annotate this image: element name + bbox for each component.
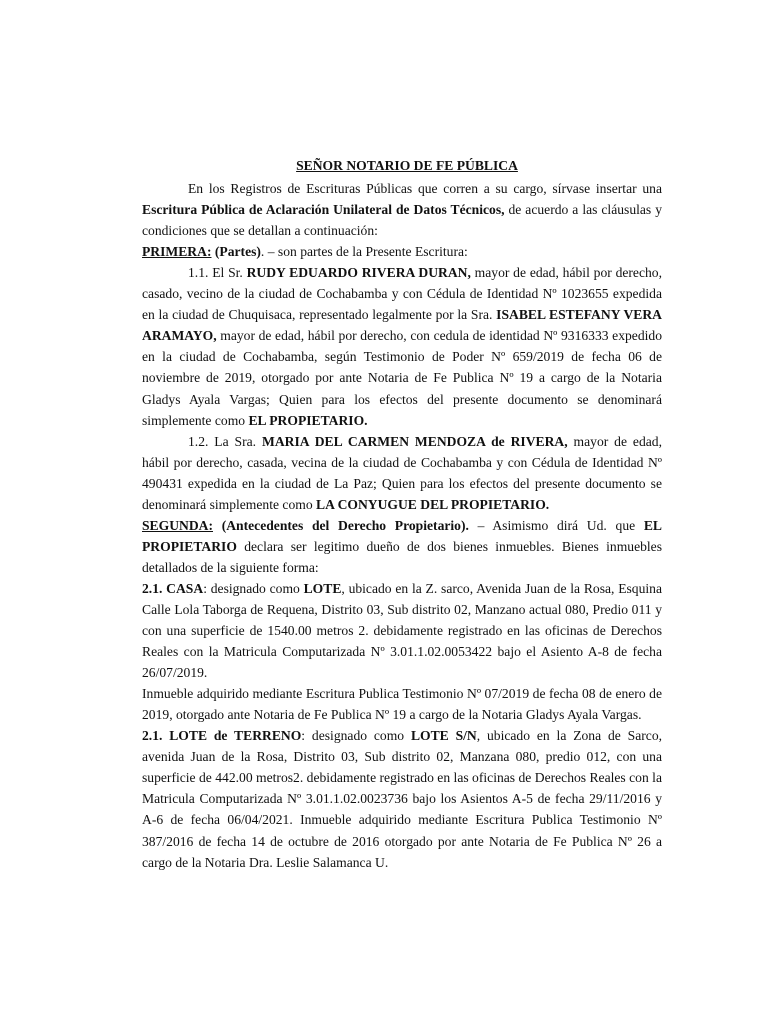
party-1-1-representative: ISABEL ESTEFANY VERA ARAMAYO, xyxy=(142,307,662,344)
property-lote-text-a: : designado como xyxy=(301,728,411,744)
party-1-2-details: mayor de edad, hábil por derecho, casada, vecina de la ciudad de Cochabamba y con Cédula de Identidad Nº 490431 expedida en la ciudad de La Paz; Quien para los efectos del presente documento se denominará simplemente como xyxy=(142,433,662,512)
party-1-1-power-details: mayor de edad, hábil por derecho, con cedula de identidad Nº 9316333 expedido en la ciudad de Cochabamba, según Testimonio de Poder Nº 659/2019 de fecha 06 de noviembre de 2019, otorgado por ante Notaria de Fe Publica Nº 19 a cargo de la Notaria Gladys Ayala Vargas; Quien para los efectos del presente documento se denominará simplemente como xyxy=(142,328,662,428)
intro-paragraph xyxy=(142,178,662,241)
segunda-clause xyxy=(142,515,662,578)
property-casa-paragraph xyxy=(142,578,662,683)
property-lote-id: LOTE S/N xyxy=(410,728,477,744)
party-1-1-name: RUDY EDUARDO RIVERA DURAN, xyxy=(246,265,471,281)
property-casa-label: 2.1. CASA xyxy=(142,580,204,596)
intro-text-a: En los Registros de Escrituras Públicas que corren a su cargo, sírvase insertar una xyxy=(188,181,662,197)
party-1-1-role: EL PROPIETARIO. xyxy=(248,412,368,428)
intro-text-c: de acuerdo a las cláusulas y condiciones que se detallan a continuación: xyxy=(142,202,662,239)
property-casa-text-a: : designado como xyxy=(203,580,304,596)
property-lote-details: , ubicado en la Zona de Sarco, avenida Juan de la Rosa, Distrito 03, Sub distrito 02, Manzana 080, predio 012, con una superficie de 442.00 metros2. debidamente registrado en las oficinas de Derechos Reales con la Matricula Computarizada Nº 3.01.1.02.0023736 bajo los Asientos A-5 de fecha 29/11/2016 y A-6 de fecha 06/04/2021. Inmueble adquirido mediante Escritura Publica Testimonio Nº 387/2016 de fecha 14 de octubre de 2016 otorgado por ante Notaria de Fe Publica Nº 26 a cargo de la Notaria Dra. Leslie Salamanca U. xyxy=(142,728,663,870)
document-page xyxy=(142,155,662,873)
party-1-2-name: MARIA DEL CARMEN MENDOZA de RIVERA, xyxy=(262,433,568,449)
acquisition-paragraph: Inmueble adquirido mediante Escritura Publica Testimonio Nº 07/2019 de fecha 08 de enero de 2019, otorgado ante Notaria de Fe Publica Nº 19 a cargo de la Notaria Gladys Ayala Vargas. xyxy=(142,686,662,723)
property-lote-label: 2.1. LOTE de TERRENO xyxy=(142,728,302,744)
primera-subheading: (Partes) xyxy=(211,244,261,260)
primera-heading: PRIMERA: xyxy=(142,244,212,260)
party-1-2-prefix: 1.2. La Sra. xyxy=(188,433,262,449)
party-1-2-paragraph xyxy=(142,431,662,515)
party-1-1-paragraph xyxy=(142,262,662,430)
party-1-1-details: mayor de edad, hábil por derecho, casado, vecino de la ciudad de Cochabamba y con Cédula de Identidad Nº 1023655 expedida en la ciudad de Chuquisaca, representado legalmente por la Sra. xyxy=(142,265,662,323)
segunda-heading: SEGUNDA: xyxy=(142,517,213,533)
segunda-text-a: – Asimismo dirá Ud. que xyxy=(468,517,644,533)
property-casa-details: , ubicado en la Z. sarco, Avenida Juan de la Rosa, Esquina Calle Lola Taborga de Requena, Distrito 03, Sub distrito 02, Manzano actual 080, Predio 011 y con una superficie de 1540.00 metros 2. debidamente registrado en las oficinas de Derechos Reales con la Matricula Computarizada Nº 3.01.1.02.0053422 bajo el Asiento A-8 de fecha 26/07/2019. xyxy=(142,580,662,681)
property-casa-lote: LOTE xyxy=(303,580,342,596)
property-lote-paragraph xyxy=(142,725,662,872)
segunda-subheading: (Antecedentes del Derecho Propietario). xyxy=(213,517,469,533)
party-1-2-role: LA CONYUGUE DEL PROPIETARIO. xyxy=(316,496,550,512)
segunda-role: EL PROPIETARIO xyxy=(142,517,662,554)
deed-type: Escritura Pública de Aclaración Unilateral de Datos Técnicos, xyxy=(142,202,505,218)
party-1-1-prefix: 1.1. El Sr. xyxy=(188,265,247,281)
primera-text: . – son partes de la Presente Escritura: xyxy=(260,244,468,260)
document-title: SEÑOR NOTARIO DE FE PÚBLICA xyxy=(296,158,518,173)
segunda-text-b: declara ser legitimo dueño de dos bienes inmuebles. Bienes inmuebles detallados de la siguiente forma: xyxy=(142,538,662,575)
primera-clause xyxy=(142,241,662,262)
